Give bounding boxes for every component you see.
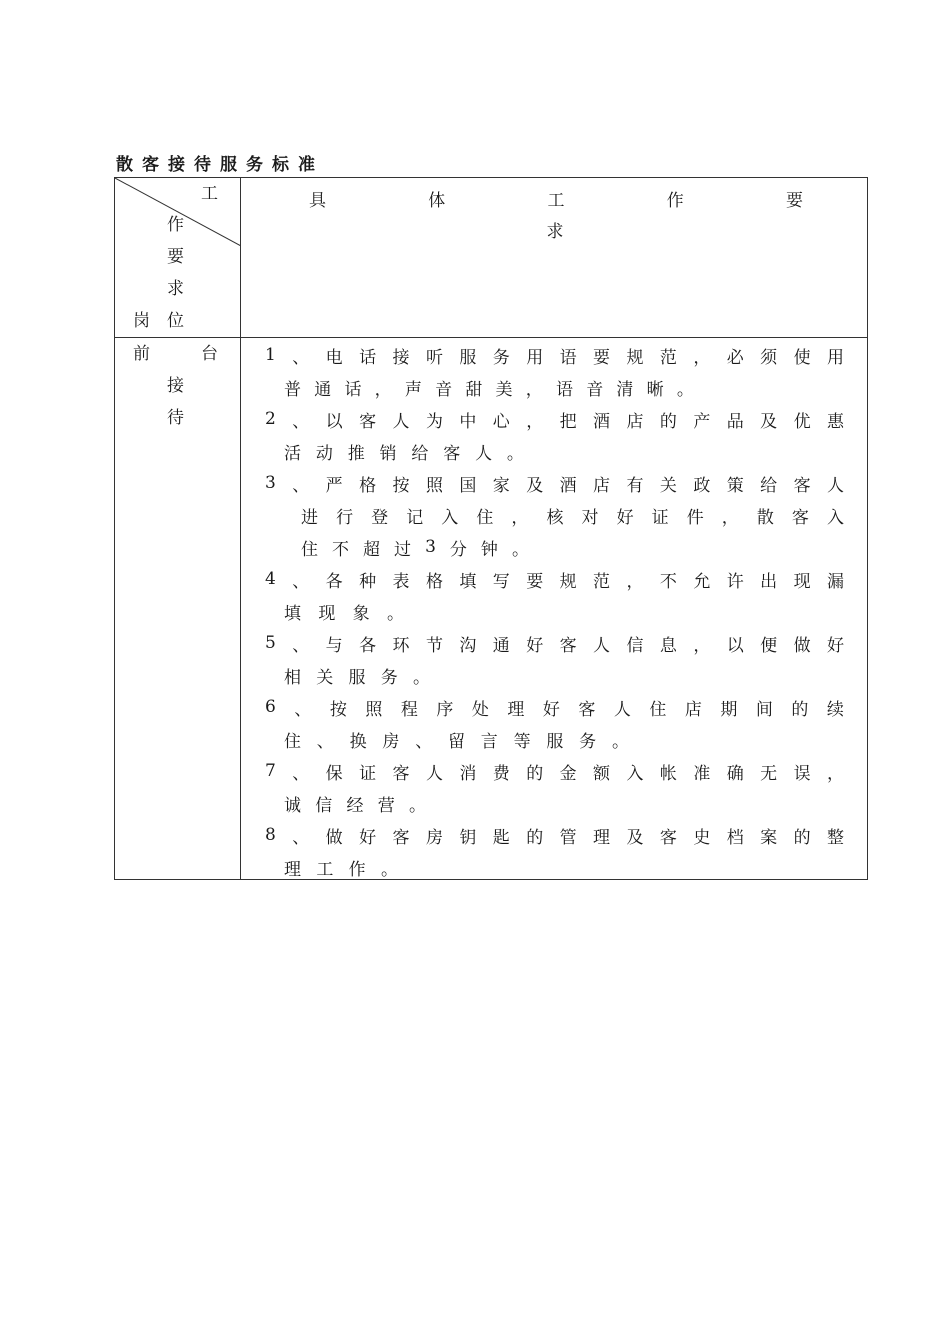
requirement-line: 理 工 作 。	[284, 859, 398, 880]
requirement-line: 活 动 推 销 给 客 人 。	[284, 443, 524, 464]
corner-char-qiu: 求	[167, 279, 184, 299]
requirement-line: 进 行 登 记 入 住 ， 核 对 好 证 件 ， 散 客 入	[301, 507, 844, 528]
spec-header-line-1	[309, 186, 803, 211]
requirement-line: 住 不 超 过 3 分 钟 。	[301, 537, 529, 560]
spec-header-char: 体	[428, 191, 446, 211]
requirement-line: 诚 信 经 营 。	[284, 795, 426, 816]
requirement-line: 填 现 象 。	[284, 603, 404, 624]
requirement-line: 相 关 服 务 。	[284, 667, 430, 688]
requirement-line: 4 、 各 种 表 格 填 写 要 规 范 ， 不 允 许 出 现 漏	[265, 569, 844, 592]
corner-char-zuo: 作	[167, 215, 184, 235]
position-char-jie: 接	[167, 376, 184, 396]
diagonal-header-line	[115, 178, 241, 246]
corner-char-gong: 工	[201, 184, 218, 204]
requirement-line: 6 、 按 照 程 序 处 理 好 客 人 住 店 期 间 的 续	[265, 697, 844, 720]
requirement-line: 2 、 以 客 人 为 中 心 ， 把 酒 店 的 产 品 及 优 惠	[265, 409, 844, 432]
position-char-dai: 待	[167, 408, 184, 428]
document-title: 散客接待服务标准	[116, 155, 324, 175]
spec-header-char: 要	[786, 191, 803, 211]
spec-header-cell	[241, 178, 869, 337]
requirement-line: 8 、 做 好 客 房 钥 匙 的 管 理 及 客 史 档 案 的 整	[265, 825, 844, 848]
position-char-qian: 前	[133, 344, 150, 364]
spec-header-char: 工	[547, 191, 565, 211]
spec-header-char: 作	[666, 191, 684, 211]
requirement-line: 5 、 与 各 环 节 沟 通 好 客 人 信 息 ， 以 便 做 好	[265, 633, 844, 656]
requirement-line: 7 、 保 证 客 人 消 费 的 金 额 入 帐 准 确 无 误 ，	[265, 761, 844, 784]
corner-char-yao: 要	[167, 247, 184, 267]
requirements-cell	[241, 338, 869, 881]
position-cell	[115, 338, 240, 881]
position-char-tai: 台	[201, 344, 218, 364]
requirement-line: 住 、 换 房 、 留 言 等 服 务 。	[284, 731, 629, 752]
spec-header-line-2: 求	[546, 222, 564, 242]
service-standard-table	[114, 177, 868, 880]
requirement-line: 普 通 话 ， 声 音 甜 美 ， 语 音 清 晰 。	[284, 379, 694, 400]
spec-header-char: 具	[309, 191, 326, 211]
requirement-line: 1 、 电 话 接 听 服 务 用 语 要 规 范 ， 必 须 使 用	[265, 345, 844, 368]
corner-position-label: 岗位	[133, 311, 201, 331]
requirement-line: 3 、 严 格 按 照 国 家 及 酒 店 有 关 政 策 给 客 人	[265, 473, 844, 496]
